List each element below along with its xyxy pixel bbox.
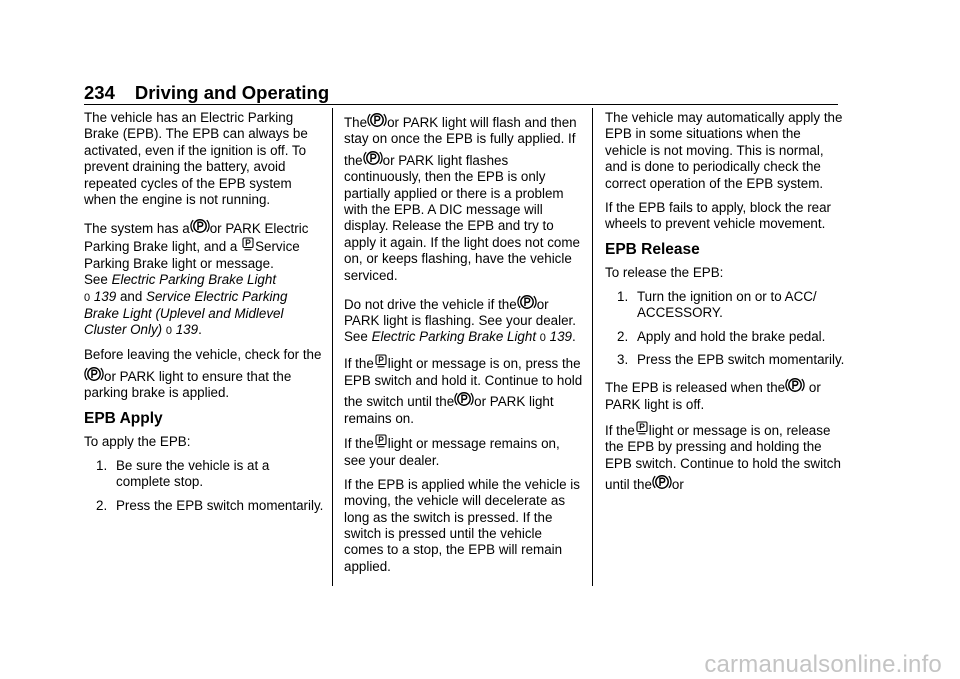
- xref-page[interactable]: 139: [175, 322, 199, 338]
- paragraph-see-dealer: If the light or message remains on, see your dealer.: [344, 436, 560, 468]
- paragraph-before-leaving: Before leaving the vehicle, check for the or PARK light to ensure that the parking brake is applied.: [84, 347, 322, 401]
- page-header: [84, 81, 329, 105]
- column-divider-1: [332, 108, 333, 586]
- park-brake-icon: [785, 375, 805, 395]
- list-item: 3. Press the EPB switch momentarily.: [617, 351, 845, 367]
- service-brake-icon: [375, 434, 387, 448]
- park-brake-icon: [190, 216, 210, 236]
- list-item: 1. Be sure the vehicle is at a complete stop.: [96, 457, 270, 490]
- paragraph-system-lights: The system has a or PARK Electric Parking Brake light, and a Service Parking Brake light or message. See Electric Parking Brake Light 0 139 and Service Electric Parking Brake Light (Uplevel and Midlevel Cluster Only) 0 139.: [84, 216, 324, 340]
- service-brake-icon: [242, 237, 254, 251]
- park-brake-icon: [363, 148, 383, 168]
- xref-arrow-icon: 0: [539, 332, 546, 345]
- watermark: carmanualsonline.info: [704, 651, 942, 678]
- heading-epb-release: EPB Release: [605, 240, 700, 258]
- park-brake-icon: [517, 292, 537, 312]
- xref-link-epb-light[interactable]: Electric Parking Brake Light: [111, 272, 277, 288]
- service-brake-icon: [375, 354, 387, 368]
- paragraph-fails-to-apply: If the EPB fails to apply, block the rear wheels to prevent vehicle movement.: [605, 199, 832, 231]
- paragraph-light-flash: The or PARK light will flash and then stay on once the EPB is fully applied. If the or PARK light flashes continuously, then the EPB is only partially applied or there is a problem with the EPB. A DIC message will display. Release the EPB and try to apply it again. If the light does not come on, or keeps flashing, have the vehicle serviced.: [344, 110, 584, 284]
- xref-link-service-light[interactable]: Service Electric Parking Brake Light (Uplevel and Midlevel Cluster Only): [84, 288, 288, 338]
- xref-page[interactable]: 139: [93, 288, 117, 304]
- section-title: Driving and Operating: [134, 82, 330, 103]
- paragraph-applied-while-moving: If the EPB is applied while the vehicle is moving, the vehicle will decelerate as long as the switch is pressed. If the switch is pressed until the vehicle comes to a stop, the EPB will remain applied.: [344, 476, 580, 574]
- column-3: [605, 110, 845, 501]
- service-brake-icon: [636, 421, 648, 435]
- paragraph-release-service-light: If the light or message is on, release the EPB by pressing and holding the EPB switch. Continue to hold the switch until the or: [605, 422, 841, 492]
- park-brake-icon: [84, 364, 104, 384]
- park-brake-icon: [367, 110, 387, 130]
- park-brake-icon: [454, 389, 474, 409]
- xref-arrow-icon: 0: [165, 325, 172, 338]
- paragraph-auto-apply: The vehicle may automatically apply the EPB in some situations when the vehicle is not moving. This is normal, and is done to periodically check the correct operation of the EPB system.: [605, 110, 843, 191]
- page-number: 234: [84, 82, 115, 103]
- xref-link-epb-light[interactable]: Electric Parking Brake Light: [371, 329, 537, 345]
- heading-epb-apply: EPB Apply: [84, 410, 163, 427]
- paragraph-released-when: The EPB is released when the or PARK light is off.: [605, 375, 845, 413]
- xref-arrow-icon: 0: [84, 291, 91, 304]
- apply-intro: To apply the EPB:: [84, 434, 191, 449]
- paragraph-do-not-drive: Do not drive the vehicle if the or PARK light is flashing. See your dealer. See Electric Parking Brake Light 0 139.: [344, 292, 584, 347]
- release-intro: To release the EPB:: [605, 264, 724, 280]
- apply-steps-list: [84, 458, 324, 514]
- paragraph-epb-intro: The vehicle has an Electric Parking Brake (EPB). The EPB can always be activated, even if the ignition is off. To prevent draining the battery, avoid repeated cycles of the EPB system when the engine is not running.: [84, 110, 308, 208]
- list-item: 2. Apply and hold the brake pedal.: [617, 328, 826, 344]
- header-rule: [84, 104, 838, 105]
- column-divider-2: [592, 108, 593, 586]
- list-item: 2. Press the EPB switch momentarily.: [96, 497, 324, 513]
- column-2: [344, 110, 584, 583]
- park-brake-icon: [652, 472, 672, 492]
- paragraph-service-light-on: If the light or message is on, press the EPB switch and hold it. Continue to hold the switch until the or PARK light remains on.: [344, 356, 583, 426]
- xref-page[interactable]: 139: [549, 329, 572, 345]
- column-1: [84, 110, 324, 521]
- release-steps-list: [605, 289, 845, 369]
- list-item: 1. Turn the ignition on or to ACC/ ACCESSORY.: [617, 288, 817, 321]
